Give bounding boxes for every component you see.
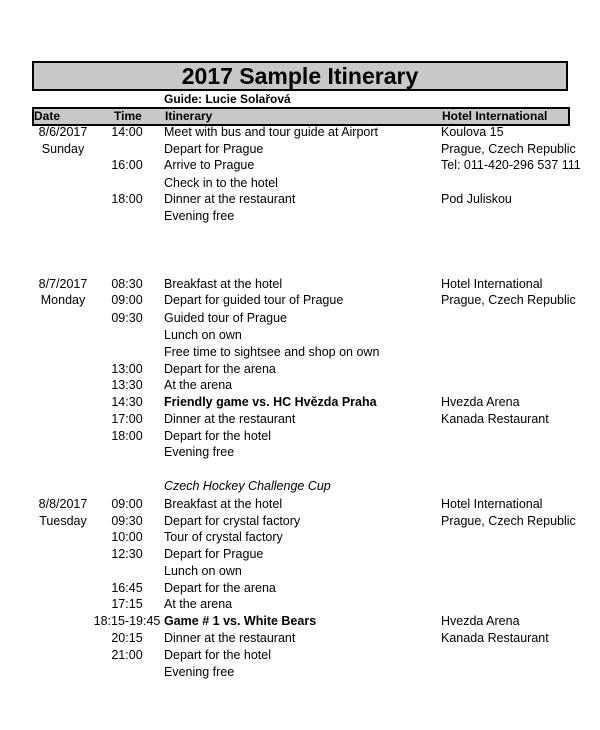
row-hotel: Tel: 011-420-296 537 111	[441, 158, 581, 172]
row-date: Tuesday	[39, 514, 87, 528]
row-time: 13:30	[111, 378, 143, 392]
table-row	[0, 596, 600, 613]
table-row	[0, 276, 600, 293]
row-itinerary: Depart for the hotel	[164, 429, 272, 443]
row-hotel: Hvezda Arena	[441, 395, 520, 409]
header-date: Date	[34, 109, 61, 123]
row-time: 21:00	[111, 648, 143, 662]
row-itinerary: Depart for crystal factory	[164, 514, 301, 528]
page-title: 2017 Sample Itinerary	[32, 61, 568, 91]
row-hotel: Prague, Czech Republic	[441, 514, 576, 528]
row-itinerary: Dinner at the restaurant	[164, 192, 296, 206]
row-time: 16:45	[111, 581, 143, 595]
table-row	[0, 208, 600, 225]
row-hotel: Prague, Czech Republic	[441, 293, 576, 307]
header-time: Time	[114, 109, 142, 123]
table-row	[0, 191, 600, 208]
row-time: 20:15	[111, 631, 143, 645]
row-itinerary: Depart for the arena	[164, 581, 276, 595]
row-date: 8/8/2017	[38, 497, 88, 511]
header-hotel: Hotel International	[442, 109, 548, 123]
row-time: 09:00	[111, 293, 143, 307]
row-time: 09:00	[111, 497, 143, 511]
table-row	[0, 478, 600, 495]
row-date: Monday	[40, 293, 86, 307]
row-itinerary: Arrive to Prague	[164, 158, 255, 172]
row-itinerary: Depart for Prague	[164, 142, 264, 156]
row-hotel: Pod Juliskou	[441, 192, 512, 206]
row-time: 18:15-19:45	[93, 614, 161, 628]
table-row	[0, 529, 600, 546]
table-row	[0, 377, 600, 394]
table-row	[0, 647, 600, 664]
table-row	[0, 310, 600, 327]
row-time: 10:00	[111, 530, 143, 544]
guide-name: Guide: Lucie Solařová	[164, 92, 291, 106]
table-row	[0, 157, 600, 174]
table-row	[0, 361, 600, 378]
row-itinerary: Depart for the arena	[164, 362, 276, 376]
table-row	[0, 327, 600, 344]
table-row	[0, 175, 600, 192]
table-row	[0, 344, 600, 361]
row-time: 18:00	[111, 429, 143, 443]
row-time: 14:30	[111, 395, 143, 409]
table-row	[0, 613, 600, 630]
row-itinerary: Evening free	[164, 665, 235, 679]
row-itinerary: Lunch on own	[164, 564, 242, 578]
row-hotel: Hotel International	[441, 277, 543, 291]
table-row	[0, 513, 600, 530]
table-row	[0, 563, 600, 580]
row-hotel: Kanada Restaurant	[441, 412, 549, 426]
row-itinerary: Evening free	[164, 445, 235, 459]
table-row	[0, 141, 600, 158]
row-itinerary: Meet with bus and tour guide at Airport	[164, 125, 379, 139]
row-time: 17:15	[111, 597, 143, 611]
row-time: 16:00	[111, 158, 143, 172]
table-row	[0, 580, 600, 597]
row-time: 12:30	[111, 547, 143, 561]
table-row	[0, 664, 600, 681]
row-time: 09:30	[111, 311, 143, 325]
row-itinerary: Free time to sightsee and shop on own	[164, 345, 380, 359]
row-hotel: Prague, Czech Republic	[441, 142, 576, 156]
row-time: 14:00	[111, 125, 143, 139]
row-itinerary: Friendly game vs. HC Hvězda Praha	[164, 395, 377, 409]
row-time: 13:00	[111, 362, 143, 376]
row-itinerary: Lunch on own	[164, 328, 242, 342]
table-row	[0, 411, 600, 428]
row-itinerary: Check in to the hotel	[164, 176, 278, 190]
row-hotel: Hotel International	[441, 497, 543, 511]
row-hotel: Kanada Restaurant	[441, 631, 549, 645]
row-itinerary: Dinner at the restaurant	[164, 412, 296, 426]
row-itinerary: Czech Hockey Challenge Cup	[164, 479, 331, 493]
row-itinerary: Depart for Prague	[164, 547, 264, 561]
row-time: 08:30	[111, 277, 143, 291]
row-date: 8/6/2017	[38, 125, 88, 139]
row-hotel: Hvezda Arena	[441, 614, 520, 628]
row-time: 18:00	[111, 192, 143, 206]
table-row	[0, 292, 600, 309]
row-itinerary: Tour of crystal factory	[164, 530, 283, 544]
row-itinerary: Breakfast at the hotel	[164, 277, 283, 291]
row-itinerary: Breakfast at the hotel	[164, 497, 283, 511]
table-row	[0, 444, 600, 461]
row-itinerary: At the arena	[164, 378, 233, 392]
row-time: 17:00	[111, 412, 143, 426]
table-row	[0, 124, 600, 141]
row-hotel: Koulova 15	[441, 125, 504, 139]
row-itinerary: Dinner at the restaurant	[164, 631, 296, 645]
row-itinerary: Depart for the hotel	[164, 648, 272, 662]
row-itinerary: Evening free	[164, 209, 235, 223]
header-itinerary: Itinerary	[165, 109, 213, 123]
table-row	[0, 546, 600, 563]
row-time: 09:30	[111, 514, 143, 528]
row-itinerary: At the arena	[164, 597, 233, 611]
table-row	[0, 496, 600, 513]
table-row	[0, 428, 600, 445]
table-row	[0, 630, 600, 647]
row-date: 8/7/2017	[38, 277, 88, 291]
row-itinerary: Guided tour of Prague	[164, 311, 287, 325]
row-date: Sunday	[41, 142, 85, 156]
table-row	[0, 394, 600, 411]
row-itinerary: Depart for guided tour of Prague	[164, 293, 344, 307]
row-itinerary: Game # 1 vs. White Bears	[164, 614, 317, 628]
